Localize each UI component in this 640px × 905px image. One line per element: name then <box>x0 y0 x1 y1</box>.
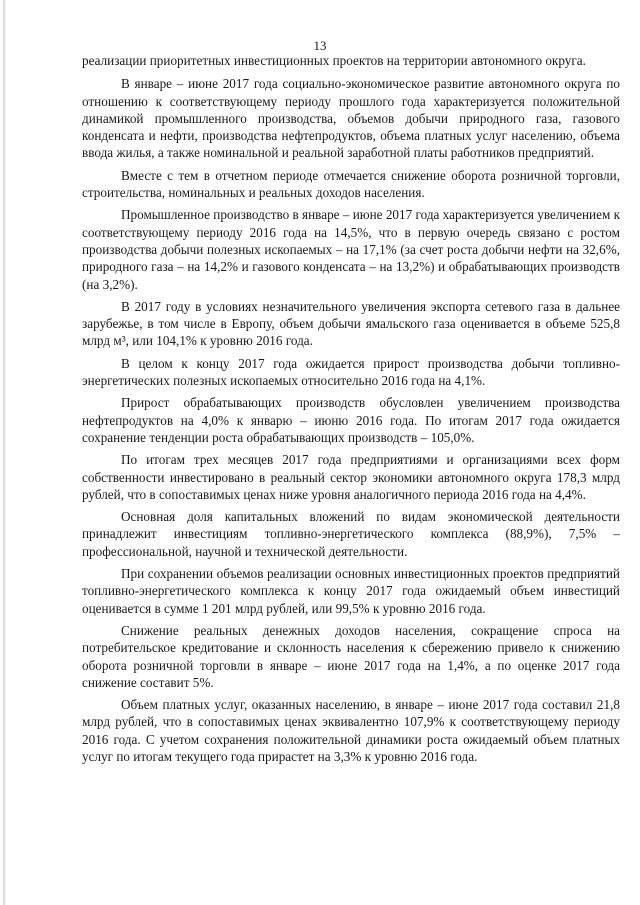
paragraph: В 2017 году в условиях незначительного увеличения экспорта сетевого газа в дальнее зарубежье, в том числе в Европу, объем добычи ямальского газа оценивается в объеме 525,8 млрд м³, или 104,1% к уровню 2016 года. <box>82 298 620 349</box>
paragraph: По итогам трех месяцев 2017 года предприятиями и организациями всех форм собственности инвестировано в реальный сектор экономики автономного округа 178,3 млрд рублей, что в сопоставимых ценах ниже уровня аналогичного периода 2016 года на 4,4%. <box>82 452 620 502</box>
scan-edge <box>3 0 6 905</box>
document-body <box>82 52 620 770</box>
paragraph: реализации приоритетных инвестиционных проектов на территории автономного округа. <box>82 53 586 68</box>
paragraph: Основная доля капитальных вложений по видам экономической деятельности принадлежит инвестициям топливно-энергетического комплекса (88,9%), 7,5% – профессиональной, научной и технической деятельности. <box>82 509 620 559</box>
paragraph: Вместе с тем в отчетном периоде отмечается снижение оборота розничной торговли, строительства, номинальных и реальных доходов населения. <box>82 167 620 201</box>
paragraph: Снижение реальных денежных доходов населения, сокращение спроса на потребительское кредитование и склонность населения к сбережению привело к снижению оборота розничной торговли в январе – июне 2017 года на 1,4%, а по оценке 2017 года снижение составит 5%. <box>82 622 620 690</box>
page-number: 13 <box>313 38 327 53</box>
paragraph: В целом к концу 2017 года ожидается прирост производства добычи топливно-энергетических полезных ископаемых относительно 2016 года на 4,1%. <box>82 355 620 389</box>
paragraph: В январе – июне 2017 года социально-экономическое развитие автономного округа по отношению к соответствующему периоду прошлого года характеризуется положительной динамикой промышленного производства, объемов добычи природного газа, газового конденсата и нефти, производства нефтепродуктов, объема платных услуг населению, объема ввода жилья, а также номинальной и реальной заработной платы работников предприятий. <box>82 76 620 161</box>
paragraph: Промышленное производство в январе – июне 2017 года характеризуется увеличением к соответствующему периоду 2016 года на 14,5%, что в первую очередь связано с ростом производства добычи полезных ископаемых – на 17,1% (за счет роста добычи нефти на 32,6%, природного газа – на 14,2% и газового конденсата – на 13,2%) и обрабатывающих производств (на 3,2%). <box>82 207 620 292</box>
paragraph: При сохранении объемов реализации основных инвестиционных проектов предприятий топливно-энергетического комплекса к концу 2017 года ожидаемый объем инвестиций оценивается в сумме 1 201 млрд рублей, или 99,5% к уровню 2016 года. <box>82 566 620 616</box>
paragraph: Объем платных услуг, оказанных населению, в январе – июне 2017 года составил 21,8 млрд рублей, что в сопоставимых ценах эквивалентно 107,9% к соответствующему периоду 2016 года. С учетом сохранения положительной динамики роста ожидаемый объем платных услуг по итогам текущего года прирастет на 3,3% к уровню 2016 года. <box>82 697 620 764</box>
paragraph: Прирост обрабатывающих производств обусловлен увеличением производства нефтепродуктов на 4,0% к январю – июню 2016 года. По итогам 2017 года ожидается сохранение тенденции роста обрабатывающих производств – 105,0%. <box>82 395 620 445</box>
